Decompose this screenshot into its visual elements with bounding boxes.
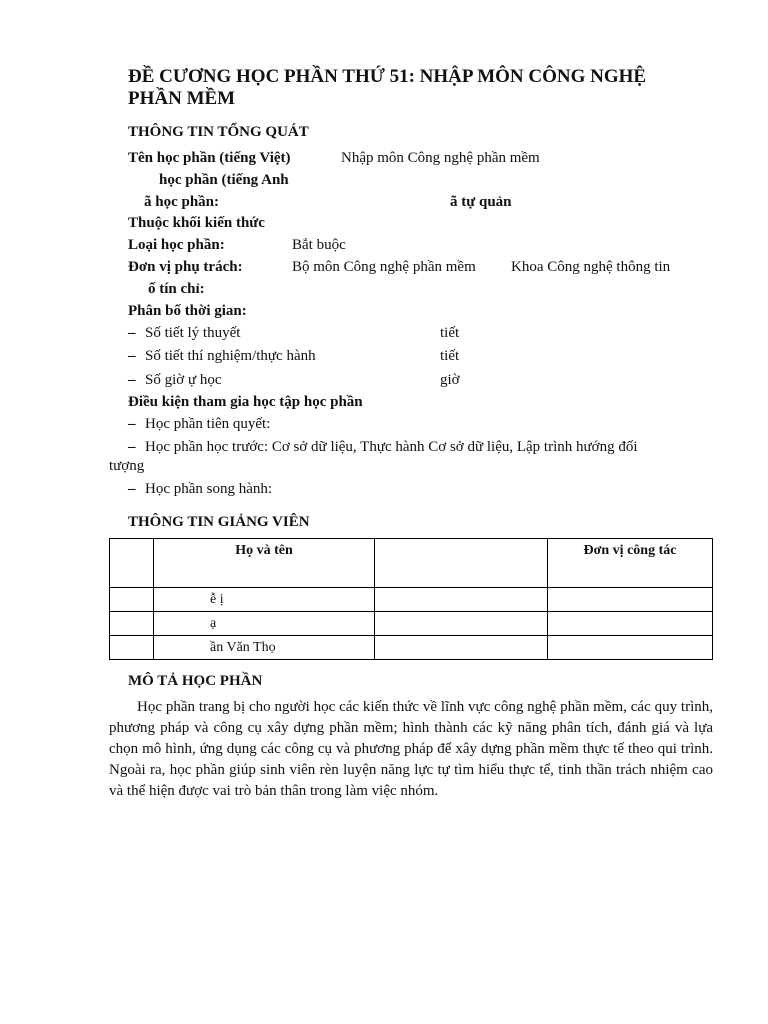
general-info-heading: THÔNG TIN TỔNG QUÁT: [128, 124, 309, 140]
cell-index: [110, 612, 154, 636]
title-line-2: PHẦN MỀM: [128, 88, 236, 109]
description-paragraph: [109, 697, 713, 802]
unit-value-faculty: Khoa Công nghệ thông tin: [511, 259, 671, 275]
cell-middle: [375, 588, 548, 612]
practice-periods-unit: tiết: [440, 348, 460, 364]
credits-label: ố tín chỉ:: [148, 281, 205, 297]
condition-dash: –: [128, 439, 136, 455]
cell-middle: [375, 636, 548, 660]
cell-middle: [375, 612, 548, 636]
name-vi-value: Nhập môn Công nghệ phần mềm: [341, 150, 540, 166]
cell-name: ần Văn Thọ: [154, 636, 375, 660]
self-manage-label: ã tự quản: [450, 194, 512, 210]
table-row: [110, 612, 713, 636]
lecturer-table: [109, 538, 713, 660]
name-vi-label: Tên học phần (tiếng Việt): [128, 150, 291, 166]
cell-index: [110, 588, 154, 612]
cell-workplace: [548, 588, 713, 612]
cell-workplace: [548, 636, 713, 660]
header-cell-index: [110, 539, 154, 588]
conditions-label: Điều kiện tham gia học tập học phần: [128, 394, 363, 410]
cell-name: ễ ị: [154, 588, 375, 612]
description-heading: MÔ TẢ HỌC PHẦN: [128, 673, 263, 689]
title-line-1: ĐỀ CƯƠNG HỌC PHẦN THỨ 51: NHẬP MÔN CÔNG NGHỆ: [128, 66, 647, 87]
condition-dash: –: [128, 481, 136, 497]
lecturer-info-heading: THÔNG TIN GIẢNG VIÊN: [128, 514, 310, 530]
table-header-row: [110, 539, 713, 588]
table-row: [110, 636, 713, 660]
time-allocation-label: Phân bố thời gian:: [128, 303, 247, 319]
table-row: [110, 588, 713, 612]
condition-dash: –: [128, 416, 136, 432]
parallel-courses-label: Học phần song hành:: [145, 481, 273, 497]
theory-periods-label: Số tiết lý thuyết: [145, 325, 241, 341]
practice-periods-label: Số tiết thí nghiệm/thực hành: [145, 348, 316, 364]
header-cell-middle: [375, 539, 548, 588]
theory-periods-unit: tiết: [440, 325, 460, 341]
self-study-hours-label: Số giờ ự học: [145, 372, 222, 388]
prior-courses-text: Học phần học trước: Cơ sở dữ liệu, Thực hành Cơ sở dữ liệu, Lập trình hướng đối: [145, 439, 638, 455]
course-type-label: Loại học phần:: [128, 237, 225, 253]
course-code-label: ã học phần:: [144, 194, 220, 210]
unit-label: Đơn vị phụ trách:: [128, 259, 243, 275]
header-cell-name: Họ và tên: [154, 539, 375, 588]
cell-name: ạ: [154, 612, 375, 636]
cell-index: [110, 636, 154, 660]
time-item-dash: –: [128, 372, 136, 388]
course-type-value: Bắt buộc: [292, 237, 346, 253]
header-cell-workplace: Đơn vị công tác: [548, 539, 713, 588]
cell-workplace: [548, 612, 713, 636]
prerequisite-label: Học phần tiên quyết:: [145, 416, 271, 432]
knowledge-block-label: Thuộc khối kiến thức: [128, 215, 265, 231]
document-title: [128, 66, 646, 110]
description-text: Học phần trang bị cho người học các kiến thức về lĩnh vực công nghệ phần mềm, các quy trình, phương pháp và công cụ xây dựng phần mềm; hình thành các kỹ năng phân tích, đánh giá và lựa chọn mô hình, ứng dụng các công cụ và phương pháp để xây dựng phần mềm thực tế theo qui trình. Ngoài ra, học phần giúp sinh viên rèn luyện năng lực tự tìm hiểu thực tế, tinh thần trách nhiệm cao và thể hiện được vai trò bản thân trong làm việc nhóm.: [109, 699, 713, 799]
time-item-dash: –: [128, 325, 136, 341]
self-study-hours-unit: giờ: [440, 372, 460, 388]
time-item-dash: –: [128, 348, 136, 364]
name-en-label: học phần (tiếng Anh: [159, 172, 289, 188]
unit-value-department: Bộ môn Công nghệ phần mềm: [292, 259, 476, 275]
prior-courses-text-cont: tượng: [109, 458, 145, 474]
